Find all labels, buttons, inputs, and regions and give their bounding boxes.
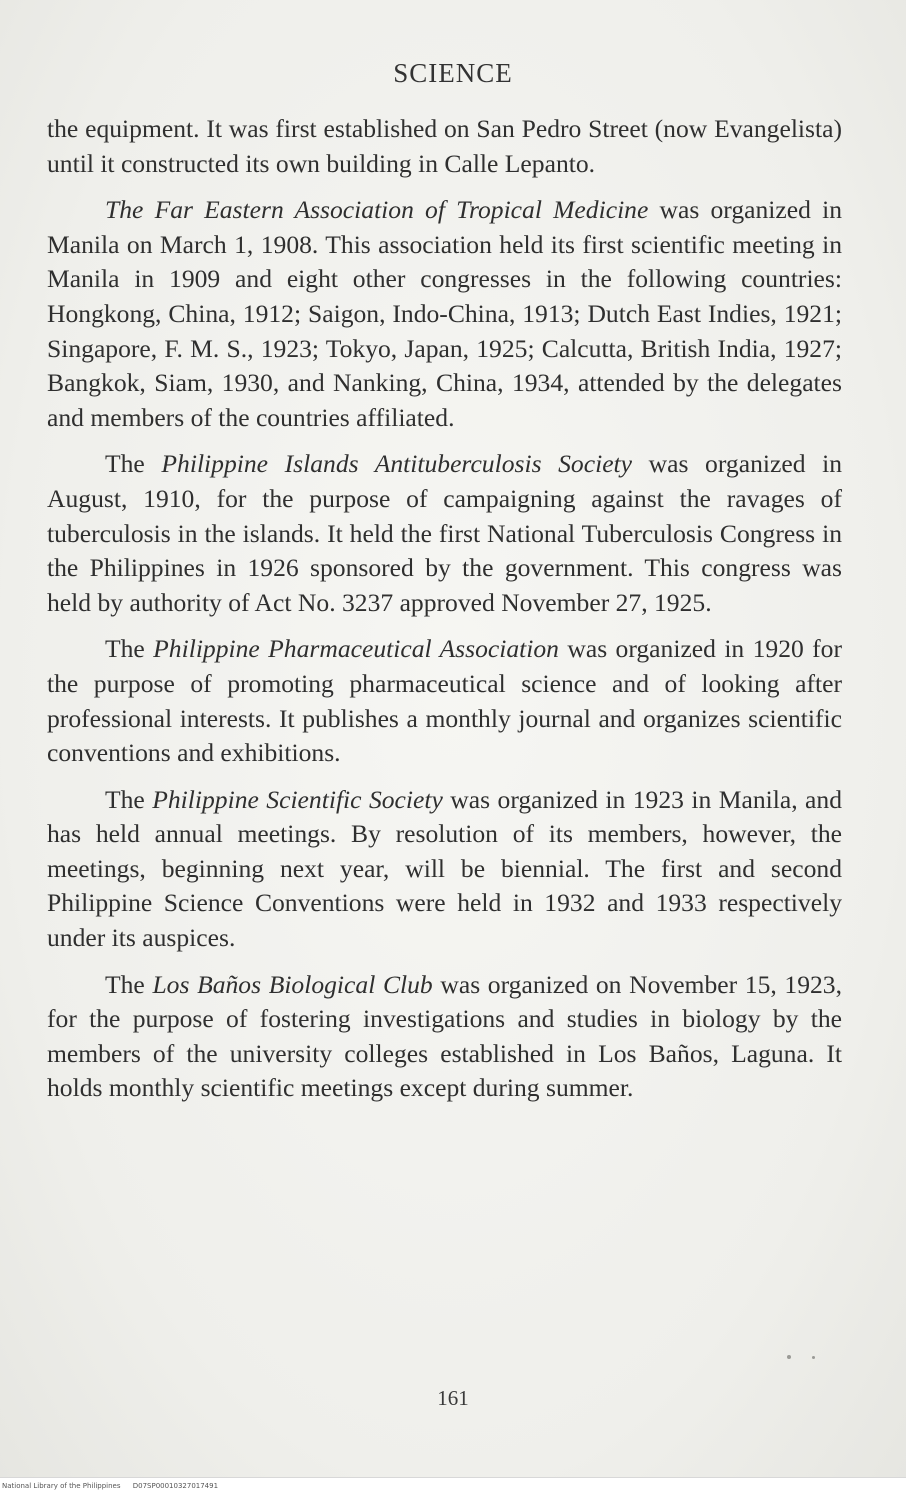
- org-name: Philippine Pharmaceutical Association: [153, 634, 559, 664]
- paragraph-antituberculosis-society: The Philippine Islands Antituberculosis Society was organized in August, 1910, for the purpose of campaigning against the ravages of tuberculosis in the islands. It held the first National Tuberculosis Congress in the Philippines in 1926 sponsored by the government. This congress was held by authority of Act No. 3237 approved November 27, 1925.: [47, 449, 842, 617]
- org-name: Los Baños Biological Club: [152, 969, 433, 999]
- scan-identifier: D07SP00010327017491: [132, 1482, 219, 1490]
- paragraph-equipment: the equipment. It was first established on San Pedro Street (now Evangelista) until it constructed its own building in Calle Lepanto.: [47, 114, 842, 178]
- running-head: SCIENCE: [393, 58, 513, 88]
- paragraph-pharmaceutical-association: The Philippine Pharmaceutical Association was organized in 1920 for the purpose of promoting pharmaceutical science and of looking after professional interests. It publishes a monthly journal and organizes scientific conventions and exhibitions.: [47, 634, 842, 768]
- paragraph-biological-club: The Los Baños Biological Club was organized on November 15, 1923, for the purpose of fostering investigations and studies in biology by the members of the university colleges established in Los Baños, Laguna. It holds monthly scientific meetings except during summer.: [47, 969, 842, 1103]
- page-number: 161: [437, 1386, 469, 1410]
- ink-speck: [787, 1355, 791, 1359]
- paragraph-far-eastern-association: The Far Eastern Association of Tropical Medicine was organized in Manila on March 1, 1908. This association held its first scientific meeting in Manila in 1909 and eight other congresses in the following countries: Hongkong, China, 1912; Saigon, Indo-China, 1913; Dutch East Indies, 1921; Singapore, F. M. S., 1923; Tokyo, Japan, 1925; Calcutta, British India, 1927; Bangkok, Siam, 1930, and Nanking, China, 1934, attended by the delegates and members of the countries affiliated.: [47, 195, 843, 432]
- paragraph-scientific-society: The Philippine Scientific Society was organized in 1923 in Manila, and has held annual meetings. By resolution of its members, however, the meetings, beginning next year, will be biennial. The first and second Philippine Science Conventions were held in 1932 and 1933 respectively under its auspices.: [47, 784, 842, 953]
- org-name: Philippine Scientific Society: [152, 784, 443, 814]
- digitization-footer: [0, 1477, 906, 1493]
- library-name: National Library of the Philippines: [2, 1482, 121, 1490]
- org-name: Philippine Islands Antituberculosis Society: [161, 449, 633, 479]
- ink-speck: [812, 1356, 815, 1359]
- body-text: [47, 112, 842, 1118]
- org-name: The Far Eastern Association of Tropical Medicine: [105, 195, 649, 225]
